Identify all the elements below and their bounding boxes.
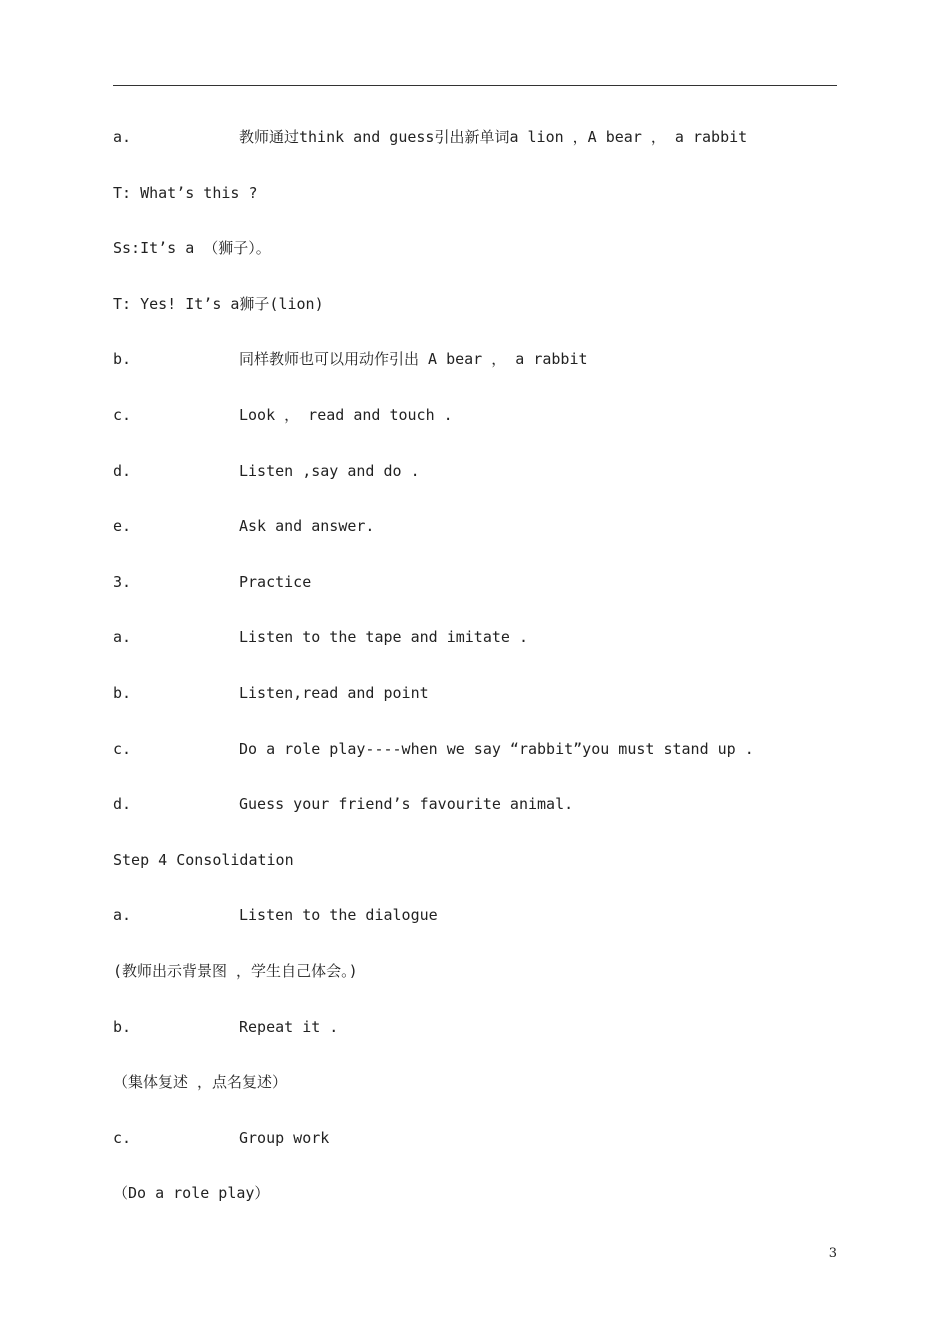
- item-text: Ss:It’s a （狮子）。: [113, 239, 271, 258]
- item-text: （Do a role play）: [113, 1184, 270, 1203]
- section-heading: [113, 845, 837, 901]
- item-text: （集体复述 ，点名复述）: [113, 1073, 288, 1092]
- item-text: Guess your friend’s favourite animal.: [239, 795, 574, 814]
- list-item: [113, 511, 837, 567]
- list-item: [113, 400, 837, 456]
- dialogue-line: [113, 178, 837, 234]
- document-body: [113, 122, 837, 1234]
- note-line: [113, 1067, 837, 1123]
- item-text: T: Yes! It’s a狮子(lion): [113, 294, 324, 313]
- item-text: Practice: [239, 572, 312, 591]
- list-item: [113, 1123, 837, 1179]
- item-text: Group work: [239, 1128, 330, 1147]
- item-marker: d.: [113, 461, 132, 480]
- item-marker: b.: [113, 350, 132, 369]
- section-heading: [113, 567, 837, 623]
- note-line: [113, 1178, 837, 1234]
- list-item: [113, 622, 837, 678]
- header-rule: [113, 85, 837, 86]
- item-marker: c.: [113, 405, 132, 424]
- item-marker: e.: [113, 517, 132, 536]
- item-marker: b.: [113, 683, 132, 702]
- item-marker: d.: [113, 795, 132, 814]
- item-text: Listen ,say and do .: [239, 461, 420, 480]
- list-item: [113, 456, 837, 512]
- item-text: Do a role play----when we say “rabbit”you must stand up .: [239, 739, 754, 758]
- list-item: [113, 344, 837, 400]
- list-item: [113, 122, 837, 178]
- item-text: Look ， read and touch .: [239, 405, 453, 424]
- item-marker: c.: [113, 739, 132, 758]
- item-text: Listen to the dialogue: [239, 906, 438, 925]
- dialogue-line: [113, 289, 837, 345]
- note-line: [113, 956, 837, 1012]
- list-item: [113, 900, 837, 956]
- item-text: T: What’s this ?: [113, 183, 258, 202]
- list-item: [113, 789, 837, 845]
- item-marker: c.: [113, 1128, 132, 1147]
- page-number: 3: [828, 1246, 837, 1261]
- item-text: Ask and answer.: [239, 517, 375, 536]
- item-text: (教师出示背景图 ，学生自己体会。): [113, 961, 358, 980]
- dialogue-line: [113, 233, 837, 289]
- item-marker: b.: [113, 1017, 132, 1036]
- item-marker: a.: [113, 128, 132, 146]
- item-text: Listen,read and point: [239, 683, 429, 702]
- item-text: Step 4 Consolidation: [113, 850, 294, 869]
- list-item: [113, 678, 837, 734]
- item-marker: a.: [113, 628, 132, 647]
- list-item: [113, 1012, 837, 1068]
- item-marker: a.: [113, 906, 132, 925]
- item-text: 同样教师也可以用动作引出 A bear ， a rabbit: [239, 350, 588, 369]
- item-text: Listen to the tape and imitate .: [239, 628, 528, 647]
- item-text: Repeat it .: [239, 1017, 339, 1036]
- item-text: 教师通过think and guess引出新单词a lion ，A bear ， a rabbit: [239, 128, 748, 146]
- item-marker: 3.: [113, 572, 132, 591]
- list-item: [113, 734, 837, 790]
